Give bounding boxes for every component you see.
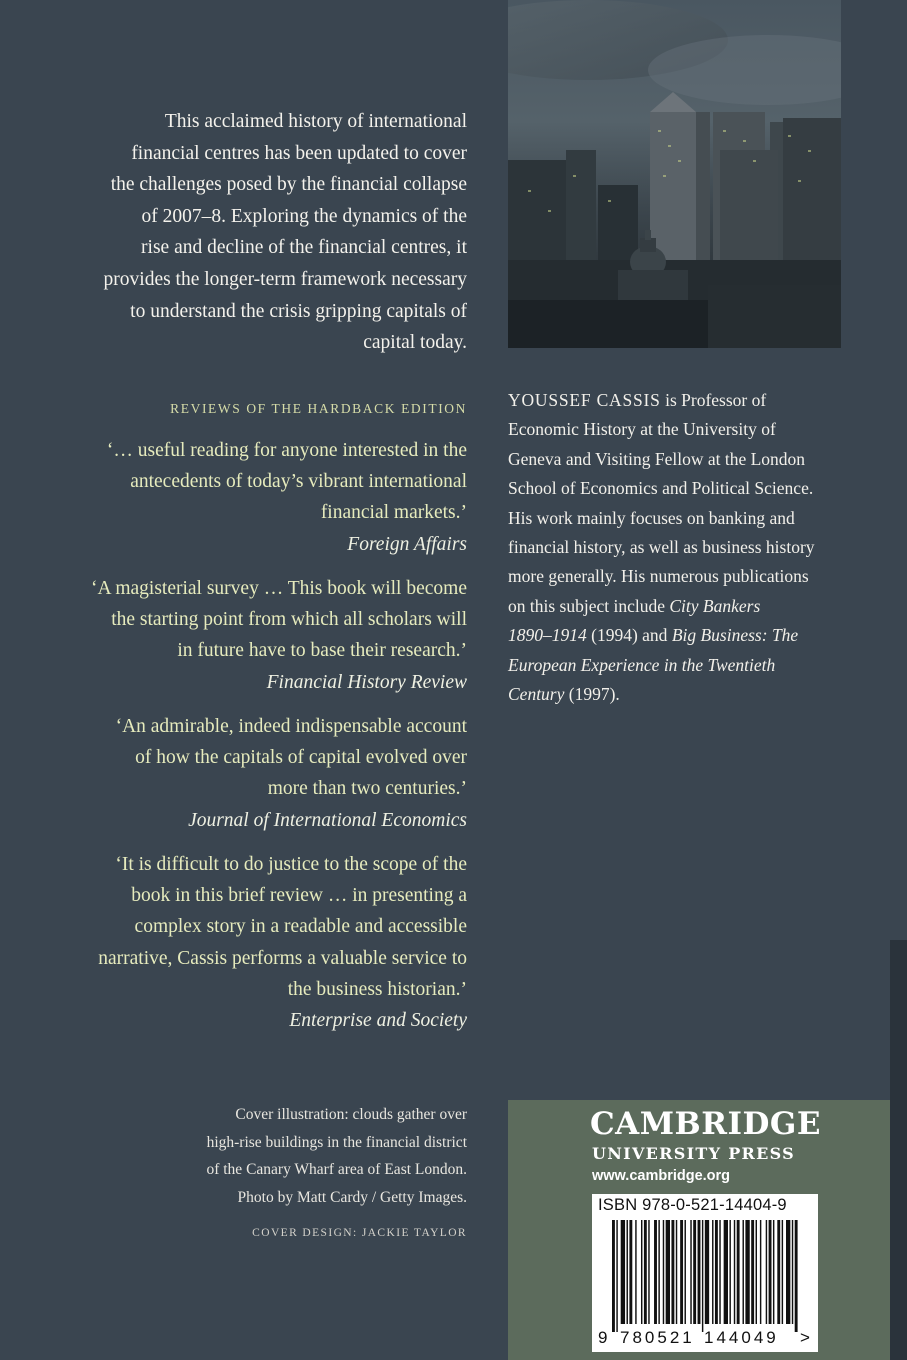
review-line: the starting point from which all scholars will	[111, 609, 467, 631]
barcode-digits	[592, 1328, 818, 1350]
review-quote	[60, 435, 467, 560]
bio-text: (1997).	[564, 684, 620, 705]
review-line: book in this brief review … in presenting a	[131, 885, 467, 907]
barcode-bar	[702, 1220, 703, 1332]
review-line: in future have to base their research.’	[177, 640, 467, 662]
bio-text: (1994) and	[586, 625, 672, 646]
barcode-bar	[654, 1220, 657, 1324]
review-line: the business historian.’	[287, 978, 467, 1000]
barcode-bar	[745, 1220, 749, 1324]
barcode-bar	[715, 1220, 718, 1324]
review-line: complex story in a readable and accessible	[134, 916, 467, 938]
barcode-bar	[666, 1220, 670, 1324]
bio-line	[508, 651, 848, 680]
edge-strip	[890, 940, 907, 1360]
barcode-bar	[705, 1220, 709, 1324]
review-line: ‘An admirable, indeed indispensable account	[115, 716, 467, 737]
barcode-bar	[641, 1220, 642, 1324]
barcode-bar	[690, 1220, 691, 1324]
barcode-lead-digit: 9	[598, 1328, 608, 1347]
bio-line	[508, 592, 848, 621]
publisher-block	[508, 1100, 890, 1360]
barcode-bar	[644, 1220, 647, 1324]
review-line: narrative, Cassis performs a valuable service to	[98, 947, 467, 969]
reviews-heading: REVIEWS OF THE HARDBACK EDITION	[170, 401, 467, 416]
barcode-bar	[743, 1220, 744, 1324]
publisher-subtitle: UNIVERSITY PRESS	[592, 1144, 795, 1163]
blurb-line: capital today.	[363, 332, 467, 354]
barcode-bar	[648, 1220, 649, 1324]
barcode-bar	[712, 1220, 713, 1324]
barcode-bar	[680, 1220, 683, 1324]
isbn-label: ISBN 978-0-521-14404-9	[598, 1196, 787, 1214]
barcode-bar	[671, 1220, 674, 1324]
blurb-line: financial centres has been updated to cover	[131, 142, 467, 164]
barcode-bar	[693, 1220, 696, 1324]
book-title: City Bankers	[669, 595, 761, 616]
book-title: Century	[508, 684, 565, 705]
publisher-url: www.cambridge.org	[592, 1168, 731, 1184]
barcode-bar	[786, 1220, 790, 1324]
barcode-quiet-mark: >	[800, 1328, 810, 1347]
barcode-bar	[629, 1220, 632, 1324]
blurb-line: This acclaimed history of international	[164, 111, 467, 132]
bio-line	[508, 621, 848, 650]
credit-line: Cover illustration: clouds gather over	[235, 1106, 467, 1123]
review-line: financial markets.’	[320, 502, 467, 524]
bio-line: financial history, as well as business history	[508, 537, 815, 558]
review-source: Financial History Review	[266, 671, 467, 693]
credit-line: Photo by Matt Cardy / Getty Images.	[237, 1188, 467, 1206]
blurb-line: of 2007–8. Exploring the dynamics of the	[141, 205, 467, 227]
review-line: more than two centuries.’	[267, 778, 467, 800]
bio-line: more generally. His numerous publications	[508, 566, 809, 587]
author-bio	[508, 386, 848, 709]
barcode-bar	[676, 1220, 677, 1324]
blurb-paragraph	[60, 106, 467, 359]
bio-text: on this subject include	[508, 595, 670, 616]
barcode-bar	[766, 1220, 767, 1324]
bio-line	[508, 386, 848, 415]
barcode-bar	[756, 1220, 757, 1324]
barcode-right-digits: 144049	[704, 1328, 779, 1347]
review-line: of how the capitals of capital evolved over	[135, 747, 467, 769]
book-title: 1890–1914	[508, 625, 587, 646]
review-line: ‘A magisterial survey … This book will become	[90, 578, 467, 599]
barcode-bar	[729, 1220, 730, 1324]
credit-line: of the Canary Wharf area of East London.	[206, 1161, 467, 1178]
barcode	[592, 1194, 818, 1352]
barcode-bar	[734, 1220, 735, 1324]
credit-line: high-rise buildings in the financial district	[206, 1133, 467, 1151]
review-source: Enterprise and Society	[289, 1010, 467, 1032]
review-quote	[60, 711, 467, 836]
barcode-bar	[777, 1220, 780, 1324]
review-line: ‘… useful reading for anyone interested in the	[106, 440, 467, 461]
barcode-bar	[769, 1220, 772, 1324]
barcode-bar	[663, 1220, 664, 1324]
barcode-left-digits: 780521	[620, 1328, 695, 1347]
barcode-bar	[760, 1220, 761, 1324]
blurb-line: to understand the crisis gripping capitals of	[130, 300, 467, 322]
cover-photo	[508, 0, 841, 348]
barcode-bar	[698, 1220, 701, 1324]
bio-line	[508, 680, 848, 709]
barcode-bar	[612, 1220, 615, 1332]
barcode-bar	[658, 1220, 659, 1324]
blurb-line: provides the longer-term framework necessary	[103, 268, 467, 290]
barcode-bar	[792, 1220, 793, 1324]
barcode-bar	[685, 1220, 686, 1324]
review-line: ‘It is difficult to do justice to the scope of the	[115, 854, 467, 875]
barcode-bar	[635, 1220, 636, 1324]
review-source: Foreign Affairs	[347, 533, 467, 555]
barcode-bar	[773, 1220, 774, 1324]
review-quote	[60, 849, 467, 1036]
blurb-line: rise and decline of the financial centres, it	[141, 237, 467, 259]
barcode-bar	[737, 1220, 740, 1324]
barcode-bar	[621, 1220, 625, 1324]
blurb-line: the challenges posed by the financial collapse	[110, 174, 467, 196]
review-source: Journal of International Economics	[188, 809, 467, 831]
bio-line: His work mainly focuses on banking and	[508, 507, 795, 528]
book-title: European Experience in the Twentieth	[508, 654, 776, 675]
cover-illustration-credit	[140, 1101, 467, 1211]
bio-text: is Professor of	[660, 390, 767, 410]
cover-design-credit: COVER DESIGN: JACKIE TAYLOR	[252, 1227, 467, 1239]
bio-line: Economic History at the University of	[508, 419, 776, 440]
bio-line: School of Economics and Political Science.	[508, 478, 814, 499]
barcode-bar	[751, 1220, 754, 1324]
book-title: Big Business: The	[671, 625, 799, 646]
author-name: YOUSSEF CASSIS	[508, 390, 661, 410]
barcode-bar	[724, 1220, 728, 1324]
bio-line: Geneva and Visiting Fellow at the London	[508, 448, 806, 469]
skyline-photo	[508, 0, 841, 348]
review-line: antecedents of today’s vibrant international	[130, 471, 467, 493]
barcode-bar	[627, 1220, 628, 1324]
barcode-bar	[795, 1220, 798, 1332]
barcode-bar	[782, 1220, 783, 1324]
barcode-bar	[616, 1220, 617, 1332]
review-quote	[60, 573, 467, 698]
publisher-name: CAMBRIDGE	[590, 1106, 821, 1142]
barcode-bar	[719, 1220, 720, 1324]
